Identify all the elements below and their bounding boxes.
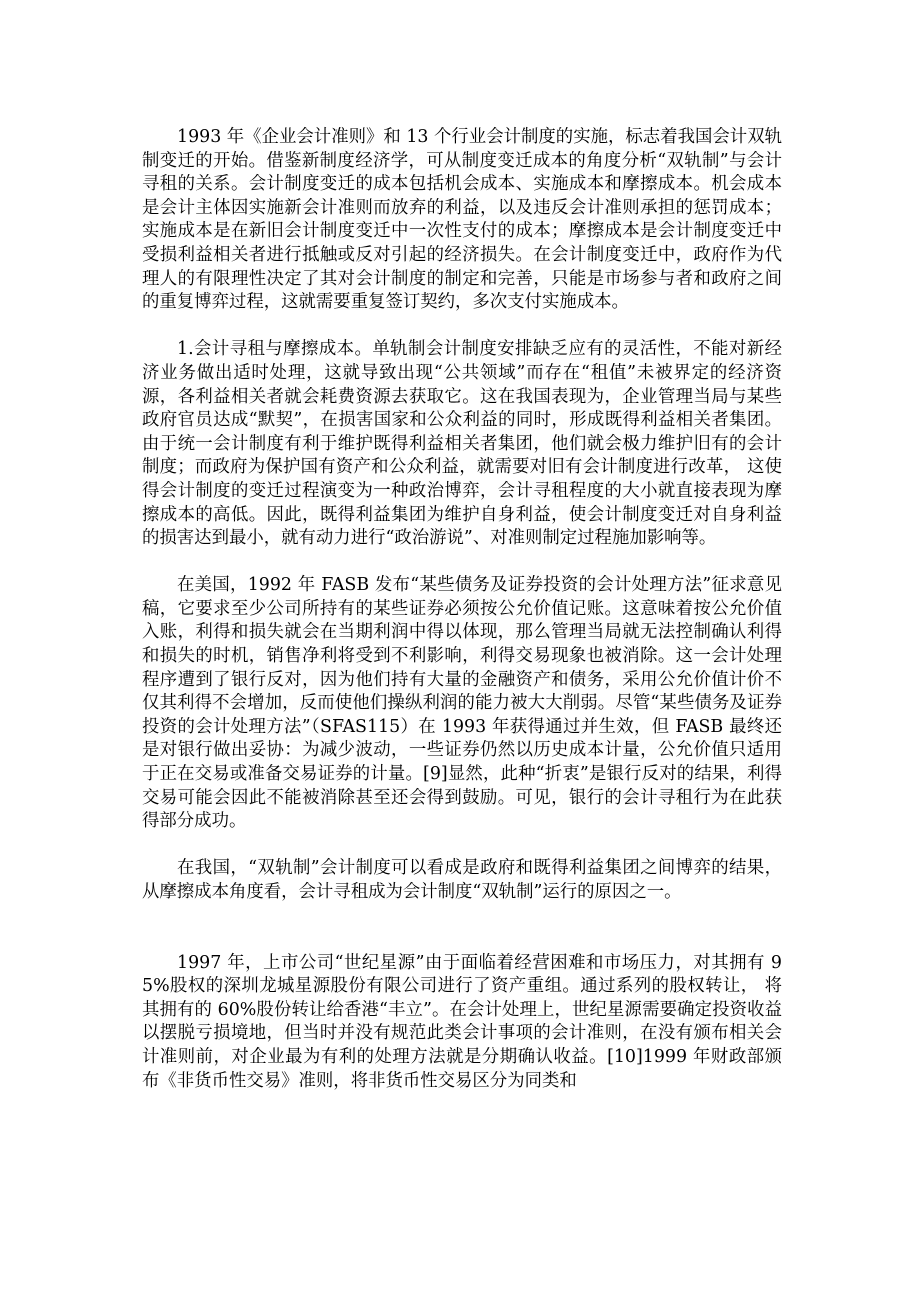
paragraph: 在美国，1992 年 FASB 发布“某些债务及证券投资的会计处理方法”征求意见稿，它要求至少公司所持有的某些证券必须按公允价值记账。这意味着按公允价值入账，利得和损失就会在当期利润中得以体现，那么管理当局就无法控制确认利得和损失的时机，销售净利将受到不利影响，利得交易现象也被消除。这一会计处理程序遭到了银行反对，因为他们持有大量的金融资产和债务，采用公允价值计价不仅其利得不会增加，反而使他们操纵利润的能力被大大削弱。尽管“某些债务及证券投资的会计处理方法”（SFAS115）在 1993 年获得通过并生效，但 FASB 最终还是对银行做出妥协：为减少波动，一些证券仍然以历史成本计量，公允价值只适用于正在交易或准备交易证券的计量。[9]显然，此种“折衷”是银行反对的结果，利得交易可能会因此不能被消除甚至还会得到鼓励。可见，银行的会计寻租行为在此获得部分成功。 (142, 575, 782, 832)
document-page (142, 126, 782, 1093)
paragraph: 在我国，“双轨制”会计制度可以看成是政府和既得利益集团之间博弈的结果，从摩擦成本角度看，会计寻租成为会计制度“双轨制”运行的原因之一。 (142, 858, 782, 902)
paragraph: 1.会计寻租与摩擦成本。单轨制会计制度安排缺乏应有的灵活性，不能对新经济业务做出适时处理，这就导致出现“公共领域”而存在“租值”未被界定的经济资源，各利益相关者就会耗费资源去获取它。这在我国表现为，企业管理当局与某些政府官员达成“默契”，在损害国家和公众利益的同时，形成既得利益相关者集团。由于统一会计制度有利于维护既得利益相关者集团，他们就会极力维护旧有的会计制度；而政府为保护国有资产和公众利益，就需要对旧有会计制度进行改革， 这使得会计制度的变迁过程演变为一种政治博弈，会计寻租程度的大小就直接表现为摩擦成本的高低。因此，既得利益集团为维护自身利益，使会计制度变迁对自身利益的损害达到最小，就有动力进行“政治游说”、对准则制定过程施加影响等。 (142, 339, 782, 549)
paragraph: 1993 年《企业会计准则》和 13 个行业会计制度的实施，标志着我国会计双轨制变迁的开始。借鉴新制度经济学，可从制度变迁成本的角度分析“双轨制”与会计寻租的关系。会计制度变迁的成本包括机会成本、实施成本和摩擦成本。机会成本是会计主体因实施新会计准则而放弃的利益，以及违反会计准则承担的惩罚成本；实施成本是在新旧会计制度变迁中一次性支付的成本；摩擦成本是会计制度变迁中受损利益相关者进行抵触或反对引起的经济损失。在会计制度变迁中，政府作为代理人的有限理性决定了其对会计制度的制定和完善，只能是市场参与者和政府之间的重复博弈过程，这就需要重复签订契约，多次支付实施成本。 (142, 127, 782, 313)
paragraph: 1997 年，上市公司“世纪星源”由于面临着经营困难和市场压力，对其拥有 95%股权的深圳龙城星源股份有限公司进行了资产重组。通过系列的股权转让， 将其拥有的 60%股份转让给香港“丰立”。在会计处理上，世纪星源需要确定投资收益以摆脱亏损境地，但当时并没有规范此类会计事项的会计准则，在没有颁布相关会计准则前，对企业最为有利的处理方法就是分期确认收益。[10]1999 年财政部颁布《非货币性交易》准则，将非货币性交易区分为同类和 (142, 952, 782, 1091)
